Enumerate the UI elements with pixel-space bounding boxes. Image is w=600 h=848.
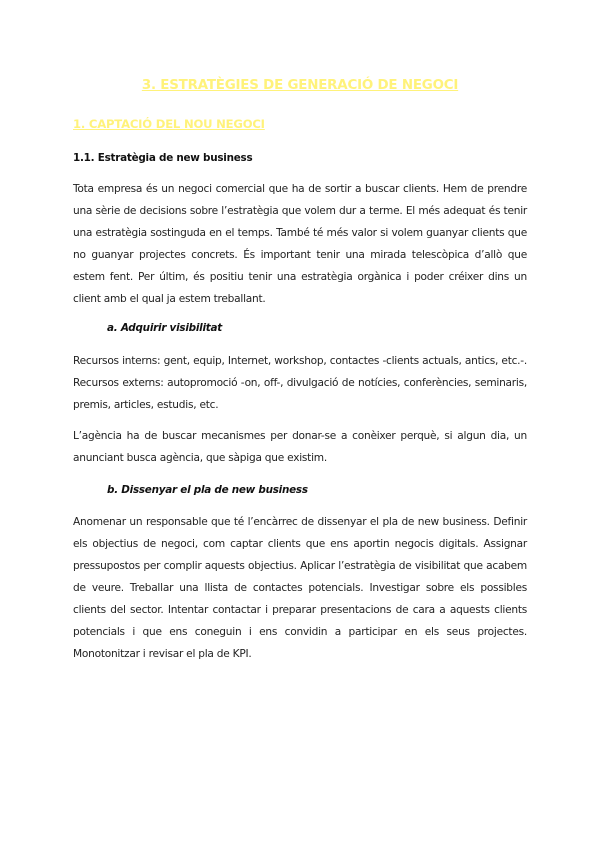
item-b-heading: b. Dissenyar el pla de new business <box>107 484 308 496</box>
intro-paragraph: Tota empresa és un negoci comercial que ha de sortir a buscar clients. Hem de prendre una sèrie de decisions sobre l’estratègia que volem dur a terme. El més adequat és tenir una estratègia sostinguda en el temps. També té més valor si volem guanyar clients que no guanyar projectes concrets. És important tenir una mirada telescòpica d’allò que estem fent. Per últim, és positiu tenir una estratègia orgànica i poder créixer dins un client amb el qual ja estem treballant. <box>73 183 527 305</box>
subheading: 1.1. Estratègia de new business <box>73 152 253 164</box>
item-a-heading: a. Adquirir visibilitat <box>107 322 222 334</box>
item-a-paragraph-1: Recursos interns: gent, equip, Internet, workshop, contactes -clients actuals, antics, etc.-. Recursos externs: autopromoció -on, off-, divulgació de notícies, conferències, seminaris, premis, articles, estudis, etc. <box>73 355 527 411</box>
page-title: 3. ESTRATÈGIES DE GENERACIÓ DE NEGOCI <box>141 78 459 93</box>
item-a-paragraph-2: L’agència ha de buscar mecanismes per donar-se a conèixer perquè, si algun dia, un anunciant busca agència, que sàpiga que existim. <box>73 430 527 464</box>
item-b-paragraph-1: Anomenar un responsable que té l’encàrrec de dissenyar el pla de new business. Definir els objectius de negoci, com captar clients que ens aportin negocis digitals. Assignar pressupostos per complir aquests objectius. Aplicar l’estratègia de visibilitat que acabem de veure. Treballar una llista de contactes potencials. Investigar sobre els possibles clients del sector. Intentar contactar i preparar presentacions de cara a aquests clients potencials i que ens coneguin i ens convidin a participar en els seus projectes. Monotonitzar i revisar el pla de KPI. <box>73 516 527 660</box>
section-heading: 1. CAPTACIÓ DEL NOU NEGOCI <box>73 117 265 131</box>
